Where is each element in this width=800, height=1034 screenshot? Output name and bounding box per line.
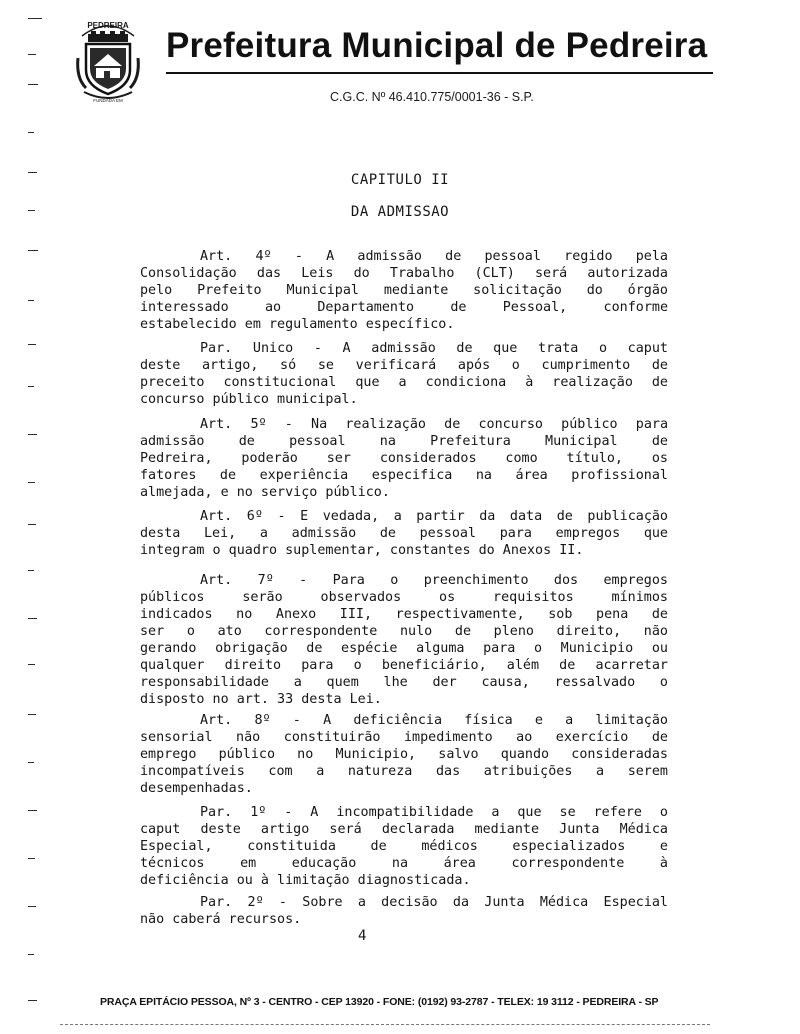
text-line: sensorial não constituirão impedimento ao exercício de xyxy=(140,730,668,745)
text-line: Art. 5º - Na realização de concurso público para xyxy=(200,417,668,432)
paragraph-par-1 xyxy=(140,804,668,889)
text-line: Par. 1º - A incompatibilidade a que se refere o xyxy=(200,805,668,820)
text-line: indicados no Anexo III, respectivamente, sob pena de xyxy=(140,607,668,622)
paragraph-par-unico xyxy=(140,340,668,408)
text-line: técnicos em educação na área correspondente à xyxy=(140,856,668,871)
text-line: Art. 6º - E vedada, a partir da data de publicação xyxy=(200,509,668,524)
chapter-title: CAPITULO II xyxy=(350,172,450,188)
text-line: fatores de experiência especifica na área profissional xyxy=(140,468,668,483)
text-line: concurso público municipal. xyxy=(140,392,358,407)
text-line: Par. Unico - A admissão de que trata o caput xyxy=(200,341,668,356)
paragraph-art-8 xyxy=(140,712,668,797)
text-line: ser o ato correspondente nulo de pleno direito, não xyxy=(140,624,668,639)
text-line: qualquer direito para o beneficiário, além de acarretar xyxy=(140,658,668,673)
letterhead-cgc: C.G.C. Nº 46.410.775/0001-36 - S.P. xyxy=(330,90,534,104)
paragraph-art-4 xyxy=(140,248,668,333)
seal-bottom-text: FUNDADA EM xyxy=(93,98,123,103)
text-line: Art. 4º - A admissão de pessoal regido pela xyxy=(200,249,668,264)
text-line: Pedreira, poderão ser considerados como título, os xyxy=(140,451,668,466)
page-number: 4 xyxy=(358,928,367,944)
text-line: pelo Prefeito Municipal mediante solicitação do órgão xyxy=(140,283,668,298)
text-line: deficiência ou à limitação diagnosticada. xyxy=(140,873,471,888)
letterhead-rule xyxy=(166,72,713,74)
text-line: Especial, constituida de médicos especializados e xyxy=(140,839,668,854)
text-line: almejada, e no serviço público. xyxy=(140,485,390,500)
scan-margin-marks xyxy=(28,14,48,1024)
paragraph-art-6 xyxy=(140,508,668,559)
letterhead-footer-address: PRAÇA EPITÁCIO PESSOA, Nº 3 - CENTRO - CEP 13920 - FONE: (0192) 93-2787 - TELEX: 19 3112 - PEDREIRA - SP xyxy=(100,996,659,1008)
text-line: gerando obrigação de espécie alguma para o Municipio ou xyxy=(140,641,668,656)
text-line: Art. 7º - Para o preenchimento dos empregos xyxy=(200,573,668,588)
text-line: públicos serão observados os requisitos mínimos xyxy=(140,590,668,605)
paragraph-art-7 xyxy=(140,572,668,708)
text-line: desta Lei, a admissão de pessoal para empregos que xyxy=(140,526,668,541)
text-line: disposto no art. 33 desta Lei. xyxy=(140,692,382,707)
text-line: estabelecido em regulamento específico. xyxy=(140,317,455,332)
letterhead-title: Prefeitura Municipal de Pedreira xyxy=(166,26,708,65)
text-line: Par. 2º - Sobre a decisão da Junta Médica Especial xyxy=(200,895,668,910)
seal-top-text: PEDREIRA xyxy=(87,21,129,30)
paragraph-art-5 xyxy=(140,416,668,501)
footer-rule xyxy=(60,1024,710,1025)
text-line: admissão de pessoal na Prefeitura Municipal de xyxy=(140,434,668,449)
text-line: deste artigo, só se verificará após o cumprimento de xyxy=(140,358,668,373)
text-line: incompatíveis com a natureza das atribuições a serem xyxy=(140,764,668,779)
text-line: Art. 8º - A deficiência física e a limitação xyxy=(200,713,668,728)
text-line: Consolidação das Leis do Trabalho (CLT) será autorizada xyxy=(140,266,668,281)
paragraph-par-2 xyxy=(140,894,668,928)
text-line: integram o quadro suplementar, constantes do Anexos II. xyxy=(140,543,584,558)
text-line: interessado ao Departamento de Pessoal, conforme xyxy=(140,300,668,315)
chapter-subtitle: DA ADMISSAO xyxy=(350,204,450,220)
text-line: caput deste artigo será declarada mediante Junta Médica xyxy=(140,822,668,837)
text-line: não caberá recursos. xyxy=(140,912,302,927)
text-line: responsabilidade a quem lhe der causa, ressalvado o xyxy=(140,675,668,690)
text-line: desempenhadas. xyxy=(140,781,253,796)
text-line: emprego público no Municipio, salvo quando consideradas xyxy=(140,747,668,762)
municipal-seal-icon xyxy=(74,14,142,106)
text-line: preceito constitucional que a condiciona à realização de xyxy=(140,375,668,390)
